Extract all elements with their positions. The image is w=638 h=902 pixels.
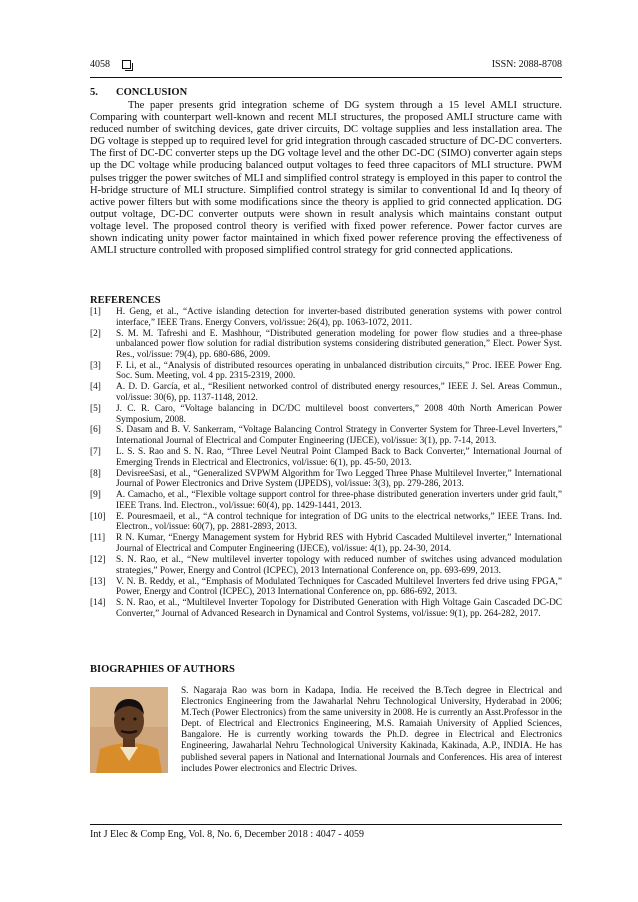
reference-number: [1] bbox=[90, 307, 101, 317]
reference-text: DevisreeSasi, et al., “Generalized SVPWM Algorithm for Two Legged Three Phase Multilevel Inverter,” International Journal of Power Electronics and Drive System (IJPEDS), vol/issue: 3(3), pp. 279-286, 2013. bbox=[116, 468, 562, 490]
conclusion-heading: 5. CONCLUSION bbox=[90, 87, 188, 98]
reference-item bbox=[90, 598, 562, 619]
page-number: 4058 bbox=[90, 59, 110, 70]
issn: ISSN: 2088-8708 bbox=[491, 59, 562, 70]
reference-item bbox=[90, 469, 562, 490]
reference-text: A. D. D. García, et al., “Resilient networked control of distributed energy resources,” IEEE J. Sel. Areas Commun., vol/issue: 30(6), pp. 1137-1148, 2012. bbox=[116, 382, 562, 403]
author-bio: S. Nagaraja Rao was born in Kadapa, India. He received the B.Tech degree in Electrical and Electronics Engineering from the Jawaharlal Nehru Technological University, Hyderabad in 2006; M.Tech (Power Electronics) from the same university in 2008. He is currently an Asst.Professor in the Dept. of Electrical and Electronics Engineering, M.S. Ramaiah University of Applied Sciences, Bangalore. He is currently working towards the Ph.D. degree in Electrical and Electronics Engineering, Jawaharlal Nehru Technological University Kakinada, Kakinada, A.P., INDIA. He has published several papers in National and International Journals and Conferences. His area of interest includes Power electronics and Electric Drives. bbox=[181, 686, 562, 774]
reference-text: F. Li, et al., “Analysis of distributed resources operating in unbalanced distribution circuits,” Proc. IEEE Power Eng. Soc. Sum. Meeting, vol. 4 pp. 2315-2319, 2000. bbox=[116, 360, 562, 382]
reference-item bbox=[90, 307, 562, 328]
reference-item bbox=[90, 404, 562, 425]
reference-item bbox=[90, 512, 562, 533]
author-portrait-image bbox=[90, 687, 168, 773]
reference-number: [2] bbox=[90, 328, 101, 339]
header-rule bbox=[90, 77, 562, 78]
reference-list bbox=[90, 307, 562, 619]
reference-text: R N. Kumar, “Energy Management system for Hybrid RES with Hybrid Cascaded Multilevel inverter,” International Journal of Electrical and Computer Engineering (IJECE), vol/issue: 4(1), pp. 24-30, 2014. bbox=[116, 533, 562, 554]
reference-number: [6] bbox=[90, 425, 101, 436]
biographies-section bbox=[90, 664, 562, 775]
footer-rule bbox=[90, 824, 562, 825]
reference-number: [14] bbox=[90, 598, 106, 609]
conclusion-paragraph: The paper presents grid integration scheme of DG system through a 15 level AMLI structure. Comparing with counterpart well-known and recent MLI structures, the proposed AMLI structure came with reduced number of switching devices, gate driver circuits, DC voltage supplies and less installation area. The DG voltage is stepped up to required level for grid integration through cascaded structure of DC-DC converters. The first of DC-DC converter steps up the DG voltage level and the other DC-DC (SIMO) converter again steps up the DC voltage while producing balanced output voltages to feed three capacitors of MLI structure. PWM pulses trigger the power switches of MLI and simplified control strategy is employed in this paper to control the H-bridge structure of MLI structure. Simplified control strategy is similar to conventional Id and Iq theory of active power filters but with some modifications since the theory is applied to grid connected application. DG output voltage, DC-DC converter outputs were shown in result analysis which maintains constant output voltage level. The proposed control theory is verified with fixed power reference. Power factor curves are shown indicating unity power factor maintained in which fixed power reference proving the effectiveness of AMLI structure controlled with proposed simplified control strategy for grid connected applications. bbox=[90, 100, 562, 257]
reference-text: S. Dasam and B. V. Sankerram, “Voltage Balancing Control Strategy in Converter System for Three-Level Inverters,” International Journal of Electrical and Computer Engineering (IJECE), vol/issue: 3(1), pp. 7-14, 2013. bbox=[116, 425, 562, 447]
reference-text: S. M. M. Tafreshi and E. Mashhour, “Distributed generation modeling for power flow studies and a three-phase unbalanced power flow solution for radial distribution systems considering distributed generation,” Elect. Power Syst. Res., vol/issue: 79(4), pp. 680-686, 2009. bbox=[116, 328, 562, 360]
page-footer: Int J Elec & Comp Eng, Vol. 8, No. 6, December 2018 : 4047 - 4059 bbox=[90, 829, 365, 840]
reference-number: [5] bbox=[90, 403, 101, 414]
reference-item bbox=[90, 577, 562, 598]
reference-text: E. Pouresmaeil, et al., “A control technique for integration of DG units to the electrical networks,” IEEE Trans. Ind. Electron., vol/issue: 60(7), pp. 2881-2893, 2013. bbox=[116, 511, 562, 533]
reference-text: S. N. Rao, et al., “Multilevel Inverter Topology for Distributed Generation with High Voltage Gain Cascaded DC-DC Converter,” Journal of Advanced Research in Dynamical and Control Systems, vol/issue: 9(1), pp. 264-282, 2017. bbox=[116, 598, 562, 619]
reference-number: [13] bbox=[90, 576, 106, 587]
reference-text: S. N. Rao, et al., “New multilevel inverter topology with reduced number of switches using advanced modulation strategies,” Power, Energy and Control (ICPEC), 2013 International Conference on, pp. 693-699, 2013. bbox=[116, 554, 562, 576]
reference-number: [4] bbox=[90, 382, 101, 393]
reference-number: [12] bbox=[90, 554, 106, 565]
reference-text: H. Geng, et al., “Active islanding detection for inverter-based distributed generation systems with power control interface,” IEEE Trans. Energy Convers, vol/issue: 26(4), pp. 1063-1072, 2011. bbox=[116, 307, 562, 328]
reference-text: V. N. B. Reddy, et al., “Emphasis of Modulated Techniques for Cascaded Multilevel Inverters fed drive using FPGA,” Power, Energy and Control (ICPEC), 2013 International Conference on, pp. 686-692, 2013. bbox=[116, 576, 562, 598]
references-section bbox=[90, 295, 562, 620]
reference-number: [8] bbox=[90, 468, 101, 479]
reference-text: L. S. S. Rao and S. N. Rao, “Three Level Neutral Point Clamped Back to Back Converter,” International Journal of Emerging Trends in Electrical and Electronics, vol/issue: 6(1), pp. 45-50, 2013. bbox=[116, 447, 562, 468]
reference-item bbox=[90, 555, 562, 576]
reference-item bbox=[90, 447, 562, 468]
reference-item bbox=[90, 361, 562, 382]
reference-item bbox=[90, 490, 562, 511]
reference-number: [9] bbox=[90, 490, 101, 501]
reference-number: [7] bbox=[90, 447, 101, 458]
author-photo bbox=[90, 687, 168, 773]
reference-item bbox=[90, 533, 562, 554]
square-ornament-icon bbox=[122, 60, 131, 69]
reference-number: [10] bbox=[90, 511, 106, 522]
reference-number: [11] bbox=[90, 533, 106, 544]
page-header bbox=[90, 59, 562, 70]
reference-item bbox=[90, 425, 562, 446]
reference-number: [3] bbox=[90, 360, 101, 371]
reference-text: A. Camacho, et al., “Flexible voltage support control for three-phase distributed generation inverters under grid fault,” IEEE Trans. Ind. Electron., vol/issue: 60(4), pp. 1429-1441, 2013. bbox=[116, 490, 562, 511]
biographies-heading: BIOGRAPHIES OF AUTHORS bbox=[90, 664, 235, 675]
reference-text: J. C. R. Caro, “Voltage balancing in DC/DC multilevel boost converters,” 2008 40th North American Power Symposium, 2008. bbox=[116, 403, 562, 425]
reference-item bbox=[90, 329, 562, 361]
references-heading: REFERENCES bbox=[90, 295, 161, 306]
conclusion-section bbox=[90, 87, 562, 257]
reference-item bbox=[90, 382, 562, 403]
